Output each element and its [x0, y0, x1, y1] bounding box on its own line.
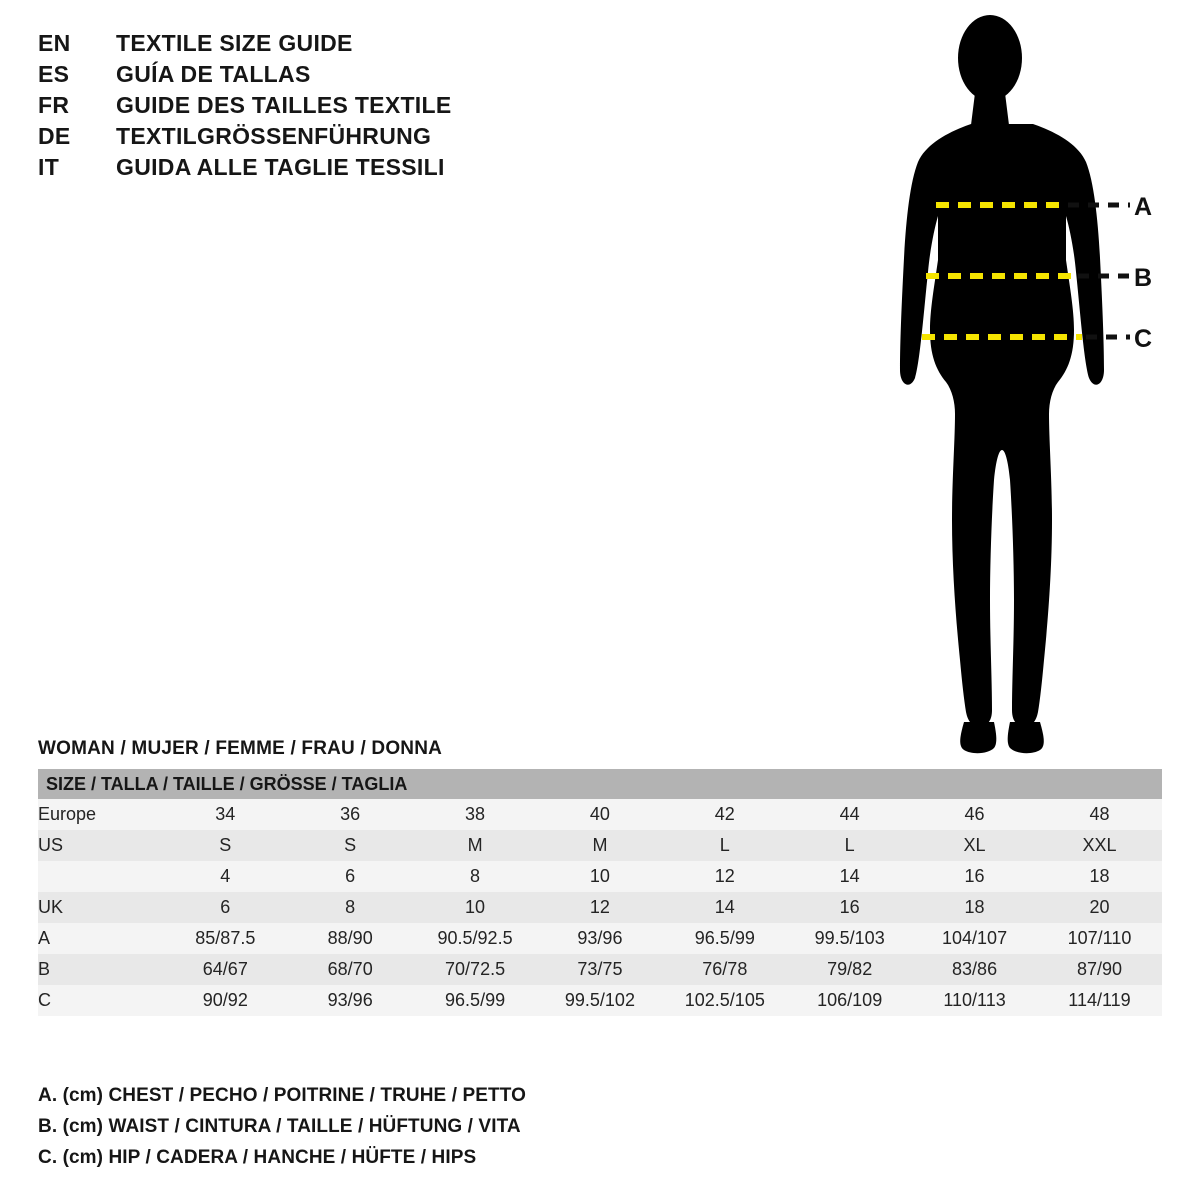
table-row: [38, 861, 1162, 892]
language-row: [38, 154, 638, 185]
female-body-figure: [860, 10, 1190, 770]
cell: 14: [662, 892, 787, 923]
language-code: EN: [38, 30, 71, 56]
cell: S: [163, 830, 288, 861]
cell: 93/96: [538, 923, 663, 954]
language-code: ES: [38, 61, 70, 87]
cell: 90.5/92.5: [413, 923, 538, 954]
cell: 73/75: [538, 954, 663, 985]
cell: 46: [912, 799, 1037, 830]
cell: 10: [538, 861, 663, 892]
cell: 93/96: [288, 985, 413, 1016]
cell: 88/90: [288, 923, 413, 954]
cell: 85/87.5: [163, 923, 288, 954]
language-title: GUIDA ALLE TAGLIE TESSILI: [116, 154, 445, 180]
cell: 44: [787, 799, 912, 830]
row-label: C: [38, 985, 163, 1016]
table-row: [38, 954, 1162, 985]
footnote-chest: A. (cm) CHEST / PECHO / POITRINE / TRUHE / PETTO: [38, 1085, 526, 1106]
language-code: DE: [38, 123, 71, 149]
measure-marker-a: A: [1134, 193, 1153, 221]
table-row: [38, 923, 1162, 954]
cell: 38: [413, 799, 538, 830]
cell: M: [413, 830, 538, 861]
language-title: GUÍA DE TALLAS: [116, 61, 311, 87]
cell: 20: [1037, 892, 1162, 923]
cell: 99.5/103: [787, 923, 912, 954]
row-label: [38, 861, 163, 892]
cell: 12: [538, 892, 663, 923]
size-table-section: [38, 738, 1162, 1016]
cell: 79/82: [787, 954, 912, 985]
cell: 90/92: [163, 985, 288, 1016]
footnotes-block: [38, 1085, 938, 1178]
row-label: B: [38, 954, 163, 985]
language-title-block: [38, 30, 638, 185]
measure-marker-b: B: [1134, 264, 1153, 292]
cell: 76/78: [662, 954, 787, 985]
cell: 99.5/102: [538, 985, 663, 1016]
cell: 36: [288, 799, 413, 830]
cell: XL: [912, 830, 1037, 861]
table-row: [38, 799, 1162, 830]
cell: 104/107: [912, 923, 1037, 954]
footnote-hip: C. (cm) HIP / CADERA / HANCHE / HÜFTE / HIPS: [38, 1147, 477, 1168]
cell: 8: [288, 892, 413, 923]
cell: 18: [912, 892, 1037, 923]
language-row: [38, 30, 638, 61]
cell: L: [662, 830, 787, 861]
table-row: [38, 892, 1162, 923]
cell: 83/86: [912, 954, 1037, 985]
cell: 48: [1037, 799, 1162, 830]
cell: 42: [662, 799, 787, 830]
cell: 6: [288, 861, 413, 892]
cell: 16: [787, 892, 912, 923]
cell: 114/119: [1037, 985, 1162, 1016]
table-header-label: SIZE / TALLA / TAILLE / GRÖSSE / TAGLIA: [38, 769, 1162, 799]
cell: 110/113: [912, 985, 1037, 1016]
row-label: Europe: [38, 799, 163, 830]
table-group-label: WOMAN / MUJER / FEMME / FRAU / DONNA: [38, 738, 443, 759]
cell: S: [288, 830, 413, 861]
cell: L: [787, 830, 912, 861]
language-title: GUIDE DES TAILLES TEXTILE: [116, 92, 452, 118]
cell: XXL: [1037, 830, 1162, 861]
language-title: TEXTILE SIZE GUIDE: [116, 30, 353, 56]
cell: 14: [787, 861, 912, 892]
size-table: [38, 769, 1162, 1016]
table-row: [38, 830, 1162, 861]
cell: 106/109: [787, 985, 912, 1016]
table-header-row: [38, 769, 1162, 799]
language-code: IT: [38, 154, 60, 180]
row-label: UK: [38, 892, 163, 923]
measure-marker-c: C: [1134, 325, 1153, 353]
language-title: TEXTILGRÖSSENFÜHRUNG: [116, 123, 432, 149]
cell: 10: [413, 892, 538, 923]
language-row: [38, 123, 638, 154]
cell: 34: [163, 799, 288, 830]
table-row: [38, 985, 1162, 1016]
cell: 96.5/99: [662, 923, 787, 954]
cell: 102.5/105: [662, 985, 787, 1016]
cell: 12: [662, 861, 787, 892]
cell: 18: [1037, 861, 1162, 892]
language-row: [38, 61, 638, 92]
footnote-waist: B. (cm) WAIST / CINTURA / TAILLE / HÜFTUNG / VITA: [38, 1116, 521, 1137]
cell: M: [538, 830, 663, 861]
language-code: FR: [38, 92, 70, 118]
cell: 40: [538, 799, 663, 830]
cell: 68/70: [288, 954, 413, 985]
row-label: US: [38, 830, 163, 861]
cell: 87/90: [1037, 954, 1162, 985]
cell: 8: [413, 861, 538, 892]
cell: 16: [912, 861, 1037, 892]
row-label: A: [38, 923, 163, 954]
cell: 70/72.5: [413, 954, 538, 985]
language-row: [38, 92, 638, 123]
cell: 4: [163, 861, 288, 892]
body-silhouette-icon: [860, 10, 1190, 770]
cell: 96.5/99: [413, 985, 538, 1016]
cell: 107/110: [1037, 923, 1162, 954]
cell: 64/67: [163, 954, 288, 985]
cell: 6: [163, 892, 288, 923]
